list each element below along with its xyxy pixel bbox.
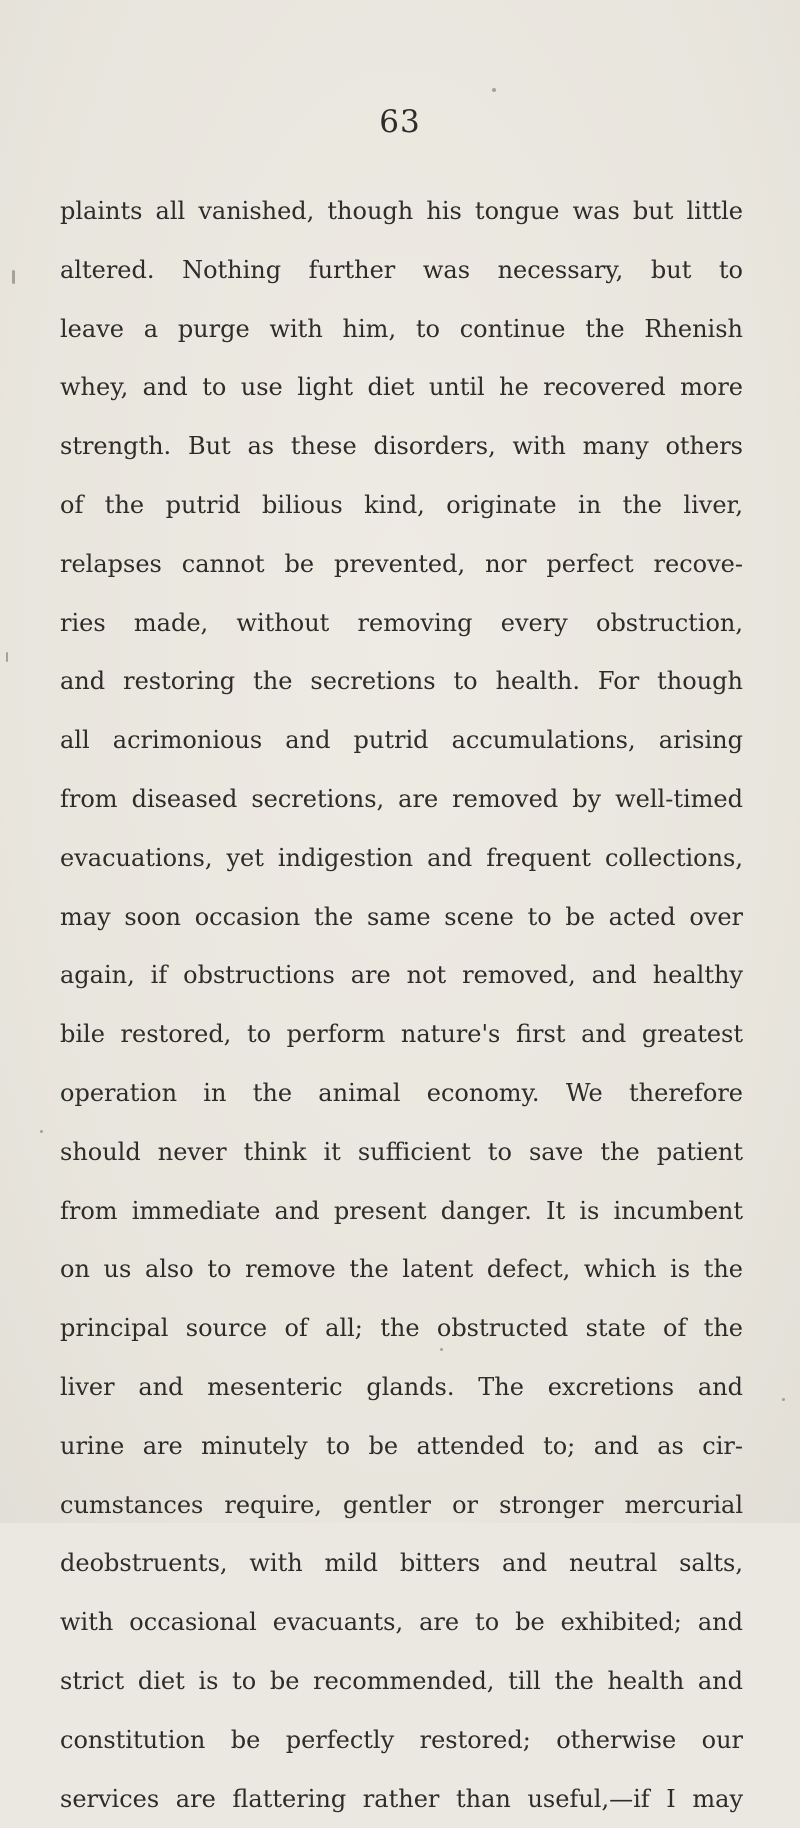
text-line: constitution be perfectly restored; otherwise our bbox=[60, 1725, 743, 1754]
text-line: strength. But as these disorders, with many others bbox=[60, 432, 743, 461]
text-line: from immediate and present danger. It is incumbent bbox=[60, 1196, 743, 1225]
text-line: and restoring the secretions to health. For though bbox=[60, 667, 743, 696]
paper-speck bbox=[40, 1130, 43, 1133]
text-line: deobstruents, with mild bitters and neutral salts, bbox=[60, 1549, 743, 1578]
page-number: 63 bbox=[379, 104, 421, 140]
text-line: whey, and to use light diet until he recovered more bbox=[60, 373, 743, 402]
text-line: principal source of all; the obstructed state of the bbox=[60, 1314, 743, 1343]
text-line: should never think it sufficient to save the patient bbox=[60, 1137, 743, 1166]
text-line: again, if obstructions are not removed, and healthy bbox=[60, 961, 743, 990]
paper-speck bbox=[12, 270, 15, 284]
text-line: evacuations, yet indigestion and frequent collections, bbox=[60, 843, 743, 872]
paper-speck bbox=[440, 1348, 443, 1351]
paper-speck bbox=[6, 652, 8, 662]
text-line: all acrimonious and putrid accumulations, arising bbox=[60, 726, 743, 755]
paper-speck bbox=[782, 1398, 785, 1401]
text-line: urine are minutely to be attended to; and as cir- bbox=[60, 1431, 743, 1460]
text-line: from diseased secretions, are removed by well-timed bbox=[60, 784, 743, 813]
text-line: altered. Nothing further was necessary, but to bbox=[60, 255, 743, 284]
text-line: of the putrid bilious kind, originate in the liver, bbox=[60, 490, 743, 519]
text-line: may soon occasion the same scene to be acted over bbox=[60, 902, 743, 931]
text-line: strict diet is to be recommended, till the health and bbox=[60, 1666, 743, 1695]
text-line: leave a purge with him, to continue the Rhenish bbox=[60, 314, 743, 343]
text-line: on us also to remove the latent defect, which is the bbox=[60, 1255, 743, 1284]
text-line: operation in the animal economy. We therefore bbox=[60, 1078, 743, 1107]
text-line: liver and mesenteric glands. The excretions and bbox=[60, 1372, 743, 1401]
text-line: ries made, without removing every obstruction, bbox=[60, 608, 743, 637]
paper-speck bbox=[492, 88, 496, 92]
text-line: plaints all vanished, though his tongue was but little bbox=[60, 197, 743, 225]
text-line: services are flattering rather than useful,—if I may bbox=[60, 1784, 743, 1813]
body-text bbox=[60, 182, 743, 1828]
text-line: with occasional evacuants, are to be exhibited; and bbox=[60, 1608, 743, 1637]
text-line: relapses cannot be prevented, nor perfect recove- bbox=[60, 549, 743, 578]
text-line: cumstances require, gentler or stronger mercurial bbox=[60, 1490, 743, 1519]
text-line: bile restored, to perform nature's first and greatest bbox=[60, 1020, 743, 1049]
